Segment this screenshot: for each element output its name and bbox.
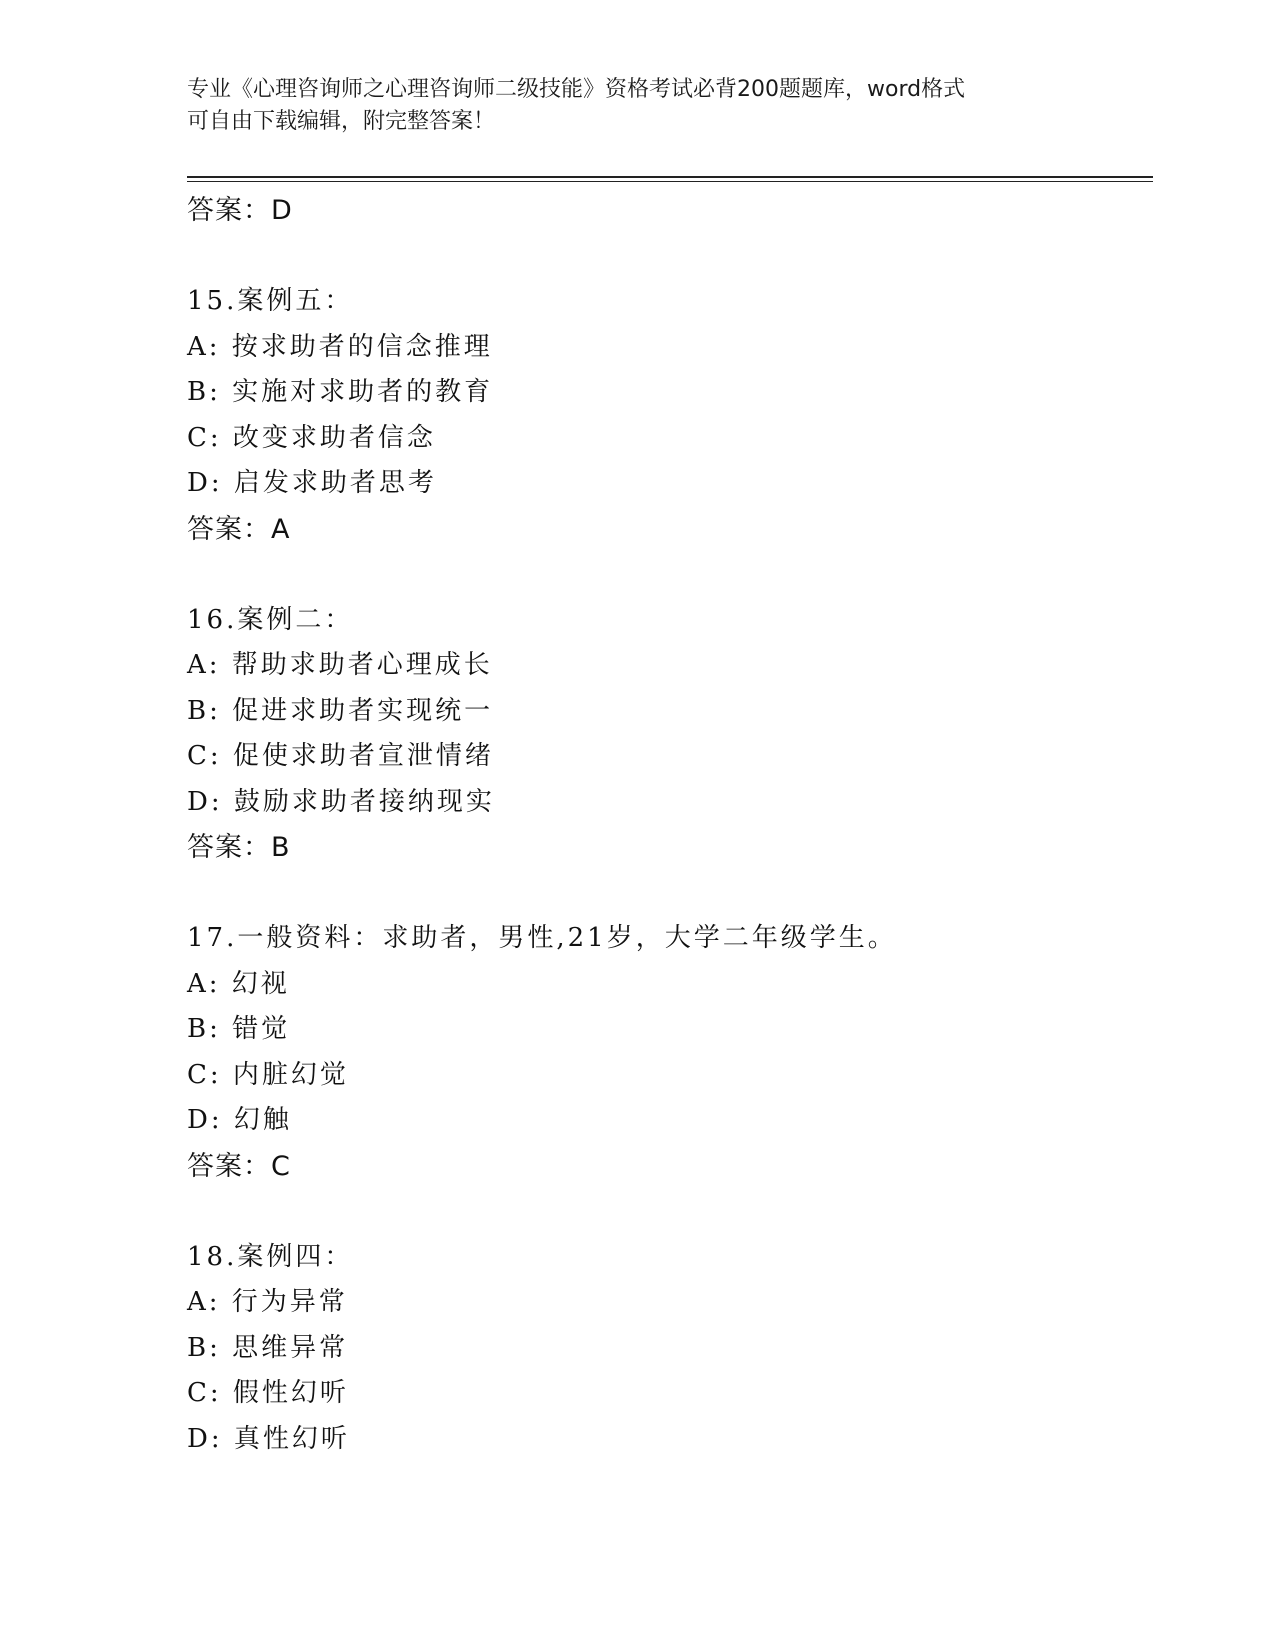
header-line-2: 可自由下载编辑，附完整答案！ <box>187 109 496 134</box>
question-15 <box>187 279 1153 552</box>
question-stem: 16.案例二： <box>187 604 354 635</box>
option-a: A: 行为异常 <box>187 1287 348 1317</box>
option-c: C: 内脏幻觉 <box>187 1059 349 1090</box>
option-c: C: 假性幻听 <box>187 1378 349 1408</box>
document-header <box>187 74 1087 138</box>
question-17 <box>187 916 1153 1189</box>
question-stem: 15.案例五： <box>187 286 354 316</box>
header-divider-thick <box>187 176 1153 178</box>
question-list <box>187 188 1153 1462</box>
question-stem: 18.案例四： <box>187 1241 354 1272</box>
question-18 <box>187 1235 1153 1463</box>
option-c: C: 改变求助者信念 <box>187 422 436 453</box>
spacer <box>187 871 1153 917</box>
option-a: A: 帮助求助者心理成长 <box>187 650 493 680</box>
option-b: B: 错觉 <box>187 1014 291 1044</box>
spacer <box>187 1189 1153 1235</box>
question-stem: 17.一般资料：求助者，男性,21岁，大学二年级学生。 <box>187 923 897 953</box>
answer-line: 答案：A <box>187 513 291 545</box>
option-d: D: 鼓励求助者接纳现实 <box>187 786 495 817</box>
option-d: D: 真性幻听 <box>187 1423 350 1454</box>
spacer <box>187 552 1153 598</box>
option-d: D: 启发求助者思考 <box>187 468 437 498</box>
header-divider-thin <box>187 181 1153 182</box>
answer-line: 答案：B <box>187 832 291 863</box>
answer-line: 答案：D <box>187 195 293 226</box>
option-c: C: 促使求助者宣泄情绪 <box>187 741 494 771</box>
header-line-1: 专业《心理咨询师之心理咨询师二级技能》资格考试必背200题题库，word格式 <box>187 77 966 102</box>
option-b: B: 思维异常 <box>187 1332 349 1363</box>
option-d: D: 幻触 <box>187 1105 292 1135</box>
option-a: A: 幻视 <box>187 968 290 999</box>
answer-line: 答案：C <box>187 1150 291 1182</box>
option-b: B: 实施对求助者的教育 <box>187 377 494 407</box>
question-16 <box>187 598 1153 871</box>
option-b: B: 促进求助者实现统一 <box>187 695 494 726</box>
spacer <box>187 234 1153 280</box>
option-a: A: 按求助者的信念推理 <box>187 331 493 362</box>
